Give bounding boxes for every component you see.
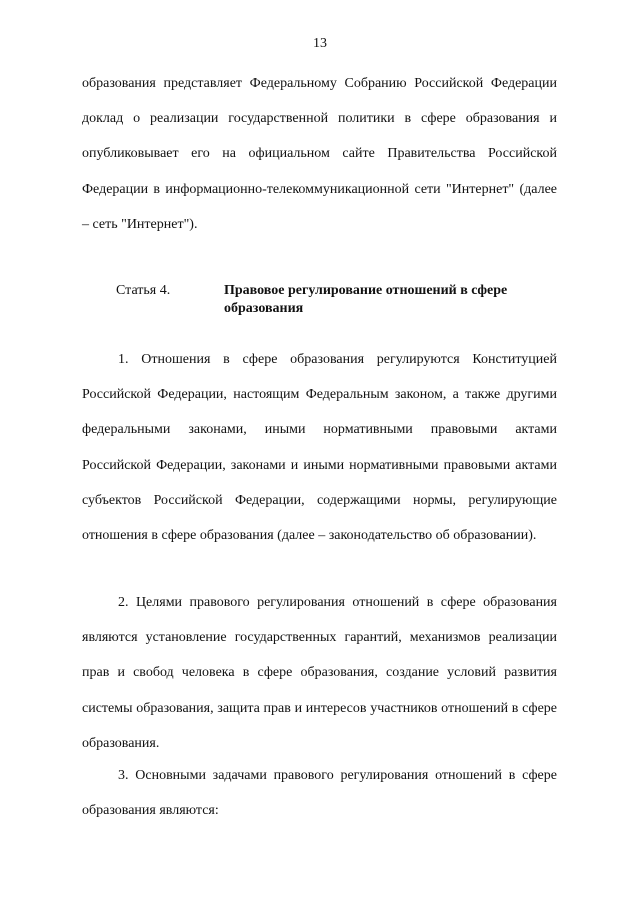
paragraph-2: 2. Целями правового регулирования отношений в сфере образования являются установление государственных гарантий, механизмов реализации прав и свобод человека в сфере образования, создание условий развития системы образования, защита прав и интересов участников отношений в сфере образования. — [82, 595, 557, 751]
page-number: 13 — [313, 36, 327, 51]
intro-paragraph: образования представляет Федеральному Собранию Российской Федерации доклад о реализации государственной политики в сфере образования и опубликовывает его на официальном сайте Правительства Российской Федерации в информационно-телекоммуникационной сети "Интернет" (далее – сеть "Интернет"). — [82, 76, 557, 232]
paragraph-1: 1. Отношения в сфере образования регулируются Конституцией Российской Федерации, настоящим Федеральным законом, а также другими федеральными законами, иными нормативными правовыми актами Российской Федерации, законами и иными нормативными правовыми актами субъектов Российской Федерации, содержащими нормы, регулирующие отношения в сфере образования (далее – законодательство об образовании). — [82, 352, 557, 544]
article-title: Правовое регулирование отношений в сфере образования — [224, 283, 508, 316]
paragraph-3: 3. Основными задачами правового регулирования отношений в сфере образования являются: — [82, 768, 557, 819]
article-label: Статья 4. — [116, 283, 171, 298]
